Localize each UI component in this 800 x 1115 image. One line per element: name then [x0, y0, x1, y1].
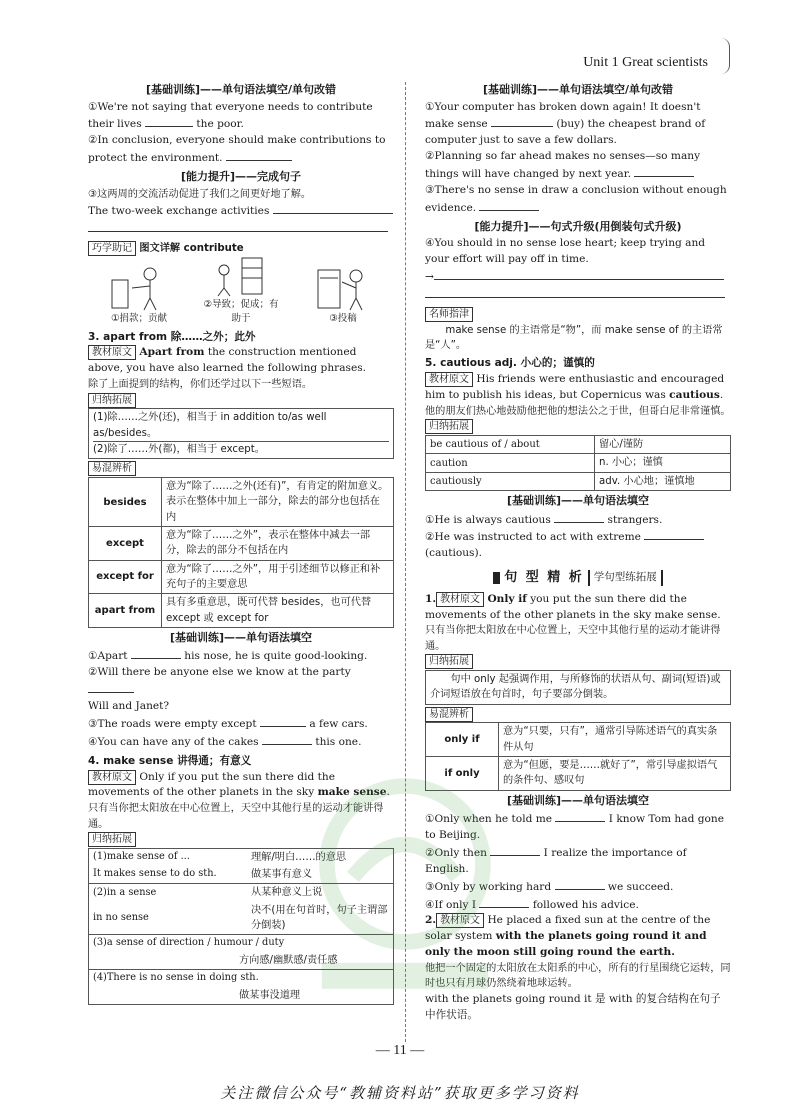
exercise-2: ②Planning so far ahead makes no senses—so many things will have changed by next year. — [425, 150, 701, 181]
watermark-logo-icon — [270, 760, 540, 1020]
word-cell: only if — [426, 723, 499, 757]
expand-tag: 归纳拓展 — [88, 832, 136, 847]
table-row — [426, 472, 731, 490]
exercise-2: ②In conclusion, everyone should make contributions to protect the environment. — [88, 134, 386, 165]
exercise-1: ①Your computer has broken down again! It doesn't make sense (buy) the cheapest brand of computer just to save a few dollars. — [425, 100, 706, 147]
exercise-3-answer: The two-week exchange activities — [88, 202, 394, 220]
point-4-text: 教材原文 Only if you put the sun there did the movements of the other planets in the sky make sense. — [88, 770, 390, 799]
teacher-tag-row — [425, 307, 731, 323]
meaning-cell: 做某事有意义 — [247, 866, 394, 884]
exercise: ①He is always cautious strangers. — [425, 511, 731, 529]
answer-blank[interactable] — [554, 511, 604, 523]
cartoon-submit — [303, 264, 383, 326]
word-cell: besides — [89, 478, 162, 527]
exercise: ④You can have any of the cakes this one. — [88, 733, 394, 751]
caption-contribute-to: ②导致；促成；有助于 — [203, 299, 279, 325]
answer-blank[interactable] — [88, 220, 388, 232]
exercise: ①Apart his nose, he is quite good-looking. — [88, 647, 394, 665]
footer-note: 关注微信公众号“教辅资料站”获取更多学习资料 — [220, 1084, 580, 1102]
phrase-cell: It makes sense to do sth. — [89, 866, 248, 884]
phrase-cell: be cautious of / about — [426, 436, 595, 454]
caption-submit: ③投稿 — [329, 313, 357, 325]
point-5-cn: 他的朋友们热心地鼓励他把他的想法公之于世，但哥白尼非常谨慎。 — [425, 405, 731, 417]
desc-cell: 具有多重意思，既可代替 besides，也可代替 except 或 except for — [162, 594, 394, 628]
expand-tag-row — [425, 654, 731, 670]
sentence-expand-box: 句中 only 起强调作用，与所修饰的状语从句、副词(短语)或介词短语放在句首时，句子要部分倒装。 — [425, 670, 731, 705]
mailbox-figure-icon — [308, 264, 378, 312]
word-cell: apart from — [89, 594, 162, 628]
answer-blank[interactable] — [479, 199, 539, 211]
text-body: Only if you put the sun there did the movements of the other planets in the sky — [88, 770, 335, 799]
cartoon-illustrations — [88, 261, 394, 327]
sentence-2: 2. 教材原文 He placed a fixed sun at the centre of the solar system with the planets going round it and only the moon still going round the earth. — [425, 914, 711, 959]
exercise: ②He was instructed to act with extreme — [425, 528, 731, 546]
answer-blank[interactable] — [434, 268, 724, 280]
exercise: ③Only by working hard we succeed. — [425, 878, 731, 896]
unit-title: Unit 1 Great scientists — [583, 55, 708, 70]
exercise-1: ①We're not saying that everyone needs to contribute their lives the poor. — [88, 100, 373, 131]
meaning-cell: 理解/明白……的意思 — [247, 848, 394, 866]
confuse-tag: 易混辨析 — [425, 707, 473, 722]
point-5-text: 教材原文 His friends were enthusiastic and encouraged him to publish his ideas, but Copernicus was cautious. — [425, 373, 725, 402]
textbook-tag: 教材原文 — [436, 913, 484, 928]
memo-subtitle: 图文详解 contribute — [139, 242, 244, 254]
donate-figure-icon — [104, 264, 174, 312]
exercise: ②Only then I realize the importance of English. — [425, 844, 731, 878]
answer-blank[interactable] — [262, 733, 312, 745]
exercise: (cautious). — [425, 547, 482, 560]
expand-line: (1)除……之外(还)，相当于 in addition to/as well as/besides。 — [93, 412, 327, 439]
phrase-cell: (3)a sense of direction / humour / duty — [89, 935, 394, 952]
basic-training-tag: [基础训练]——单句语法填空 — [169, 630, 313, 644]
word-cell: if only — [426, 757, 499, 791]
confuse-tag: 易混辨析 — [88, 461, 136, 476]
meaning-cell: 做某事没道理 — [89, 987, 394, 1005]
text-bold: with the planets going round it and only the moon still going round the earth. — [425, 930, 707, 959]
expand-tag: 归纳拓展 — [88, 393, 136, 408]
section-title: 句 型 精 析 — [504, 570, 584, 586]
section-marker-icon — [493, 572, 500, 584]
answer-blank[interactable] — [555, 878, 605, 890]
desc-cell: 意为“只要，只有”，通常引导陈述语气的真实条件从句 — [499, 723, 731, 757]
sentence-analysis-header — [425, 568, 731, 588]
teacher-note: make sense 的主语常是“物”，而 make sense of 的主语常是“人”。 — [425, 324, 723, 351]
cautious-table — [425, 435, 731, 491]
text-bold: Only if — [487, 592, 527, 605]
textbook-tag: 教材原文 — [88, 345, 136, 360]
confuse-table — [88, 477, 394, 628]
expand-tag-row — [425, 419, 731, 435]
text-bold: Apart from — [139, 346, 205, 359]
expand-line: (2)除了……外(都)，相当于 except。 — [93, 441, 389, 457]
textbook-tag: 教材原文 — [436, 592, 484, 607]
textbook-tag: 教材原文 — [88, 770, 136, 785]
text-body: He placed a fixed sun at the centre of the solar system — [425, 914, 711, 943]
table-row — [89, 527, 394, 561]
ability-tag: [能力提升]——完成句子 — [180, 170, 302, 184]
table-row — [89, 594, 394, 628]
exercise-3: ③There's no sense in draw a conclusion without enough evidence. — [425, 183, 727, 214]
basic-training-tag: [基础训练]——单句语法填空/单句改错 — [145, 83, 337, 96]
phrase-cell: in no sense — [89, 902, 248, 935]
exercise-4-answer: → — [425, 268, 731, 286]
answer-blank[interactable] — [634, 165, 694, 177]
answer-blank[interactable] — [226, 149, 292, 161]
ability-tag: [能力提升]——句式升级(用倒装句式升级) — [474, 219, 682, 233]
confuse-tag-row — [88, 461, 394, 477]
section-subtitle: 学句型练拓展 — [588, 570, 663, 586]
text-bold: make sense — [317, 786, 387, 799]
exercise: ②Will there be anyone else we know at the party — [88, 665, 394, 699]
text-body: you put the sun there did the movements of the other planets in the sky make sense. — [425, 592, 721, 621]
desc-cell: 意为“除了……之外”，表示在整体中减去一部分，除去的部分不包括在内 — [162, 527, 394, 561]
meaning-cell: 留心/谨防 — [595, 436, 731, 454]
sentence-2-cn: 他把一个固定的太阳放在太阳系的中心，所有的行星围绕它运转，同时也只有月球仍然绕着地球运转。 — [425, 963, 731, 990]
text-bold: cautious — [669, 389, 720, 402]
expand-tag: 归纳拓展 — [425, 654, 473, 669]
table-row — [89, 478, 394, 527]
text-body: His friends were enthusiastic and encouraged him to publish his ideas, but Copernicus was — [425, 373, 725, 402]
textbook-tag: 教材原文 — [425, 372, 473, 387]
desc-cell: 意为“除了……之外”，用于引述细节以修正和补充句子的主要意思 — [162, 560, 394, 594]
answer-blank[interactable] — [644, 528, 704, 540]
word-cell: except for — [89, 560, 162, 594]
exercise: ④If only I followed his advice. — [425, 896, 731, 914]
table-row — [426, 436, 731, 454]
point-3-title: 3. apart from 除……之外；此外 — [88, 330, 256, 343]
exercise: ③The roads were empty except a few cars. — [88, 715, 394, 733]
cartoon-donate — [99, 264, 179, 326]
exercise: Will and Janet? — [88, 700, 170, 713]
basic-training-tag: [基础训练]——单句语法填空 — [506, 494, 650, 508]
basic-training-tag: [基础训练]——单句语法填空 — [506, 793, 650, 807]
exercise-4-answer-line2 — [425, 286, 731, 304]
meaning-cell: 决不(用在句首时，句子主谓部分倒装) — [247, 902, 394, 935]
caption-donate: ①捐款；贡献 — [110, 313, 168, 325]
desc-cell: 意为“除了……之外(还有)”，有肯定的附加意义。表示在整体中加上一部分，除去的部分也包括在内 — [162, 478, 394, 527]
expand-tag: 归纳拓展 — [425, 419, 473, 434]
expand-tag-row — [88, 393, 394, 409]
exercise-4: ④You should in no sense lose heart; keep trying and your effort will pay off in time. — [425, 237, 706, 266]
answer-blank[interactable] — [260, 715, 306, 727]
phrase-cell: (1)make sense of ... — [89, 848, 248, 866]
sentence-1: 1. 教材原文 Only if you put the sun there did the movements of the other planets in the sky make sense. — [425, 592, 721, 621]
table-row — [89, 560, 394, 594]
basic-training-tag: [基础训练]——单句语法填空/单句改错 — [482, 83, 674, 96]
exercise-3-answer-line2 — [88, 220, 394, 238]
meaning-cell: n. 小心；谨慎 — [595, 454, 731, 472]
answer-blank[interactable] — [145, 115, 193, 127]
header-curl-decoration — [721, 38, 730, 74]
building-figure-icon — [206, 250, 276, 298]
page-number: — 11 — — [375, 1043, 425, 1058]
point-3-expand-box — [88, 408, 394, 459]
point-5-title: 5. cautious adj. 小心的；谨慎的 — [425, 357, 595, 370]
text-body: the construction mentioned above, you have also learned the following phrases. — [88, 346, 367, 375]
answer-blank[interactable] — [491, 115, 553, 127]
memo-tag: 巧学助记 — [88, 241, 136, 256]
answer-blank[interactable] — [131, 647, 181, 659]
sentence-1-cn: 只有当你把太阳放在中心位置上，天空中其他行星的运动才能讲得通。 — [425, 625, 721, 652]
desc-cell: 意为“但愿，要是……就好了”，常引导虚拟语气的条件句、感叹句 — [499, 757, 731, 791]
point-4-title: 4. make sense 讲得通；有意义 — [88, 754, 252, 767]
phrase-cell: caution — [426, 454, 595, 472]
meaning-cell: adv. 小心地；谨慎地 — [595, 472, 731, 490]
exercise-3: ③这两周的交流活动促进了我们之间更好地了解。 — [88, 188, 312, 200]
word-cell: except — [89, 527, 162, 561]
answer-blank[interactable] — [88, 681, 134, 693]
exercise: ①Only when he told me I know Tom had gone to Beijing. — [425, 810, 731, 844]
phrase-cell: (2)in a sense — [89, 884, 248, 902]
point-4-cn: 只有当你把太阳放在中心位置上，天空中其他行星的运动才能讲得通。 — [88, 803, 384, 830]
phrase-cell: cautiously — [426, 472, 595, 490]
page-header — [0, 0, 800, 80]
table-row — [426, 454, 731, 472]
phrase-cell: (4)There is no sense in doing sth. — [89, 970, 394, 987]
answer-blank[interactable] — [425, 286, 725, 298]
teacher-tag: 名师指津 — [425, 307, 473, 322]
meaning-cell: 方向感/幽默感/责任感 — [89, 952, 394, 970]
answer-blank[interactable] — [273, 202, 393, 214]
table-row — [426, 723, 731, 757]
answer-blank[interactable] — [555, 810, 605, 822]
meaning-cell: 从某种意义上说 — [247, 884, 394, 902]
point-3-cn: 除了上面提到的结构，你们还学过以下一些短语。 — [88, 379, 313, 391]
point-3-text — [88, 345, 394, 377]
sentence-2-note: with the planets going round it 是 with 的复合结构在句子中作状语。 — [425, 992, 721, 1021]
confuse-tag-row — [425, 707, 731, 723]
cartoon-contribute-to — [201, 250, 281, 327]
